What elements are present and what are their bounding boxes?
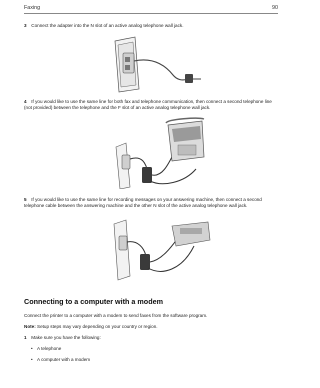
list-item: • A telephone	[37, 346, 61, 352]
note-text: Setup steps may vary depending on your country or region.	[37, 324, 158, 329]
step-text: Connect the adapter into the N slot of an active analog telephone wall jack.	[31, 23, 184, 28]
note-label: Note:	[24, 324, 36, 329]
step-1	[24, 335, 278, 341]
step-number: 4	[24, 99, 27, 104]
step-5	[24, 197, 278, 209]
running-header-section: Faxing	[24, 5, 41, 11]
step-3	[24, 23, 278, 29]
note	[24, 324, 278, 330]
section-heading: Connecting to a computer with a modem	[24, 297, 163, 306]
step-4	[24, 99, 278, 111]
step-number: 5	[24, 197, 27, 202]
step-text: If you would like to use the same line for both fax and telephone communication, then connect a second telephone line (not provided) between the telephone and the F slot of an active analog telephone wall jack.	[24, 99, 272, 110]
step-text: Make sure you have the following:	[31, 335, 101, 340]
telephone-connection-illustration	[112, 117, 208, 189]
step-number: 1	[24, 335, 27, 340]
wall-jack-adapter-illustration	[113, 35, 203, 93]
step-text: If you would like to use the same line for recording messages on your answering machine, then connect a second telephone cable between the answering machine and the other N slot of the active analog telephone wall jack.	[24, 197, 262, 208]
answering-machine-connection-illustration	[112, 216, 212, 282]
page-number: 90	[272, 5, 278, 11]
section-intro: Connect the printer to a computer with a modem to send faxes from the software program.	[24, 313, 208, 318]
step-number: 3	[24, 23, 27, 28]
header-rule	[24, 13, 278, 14]
list-item: • A computer with a modem	[37, 357, 90, 363]
